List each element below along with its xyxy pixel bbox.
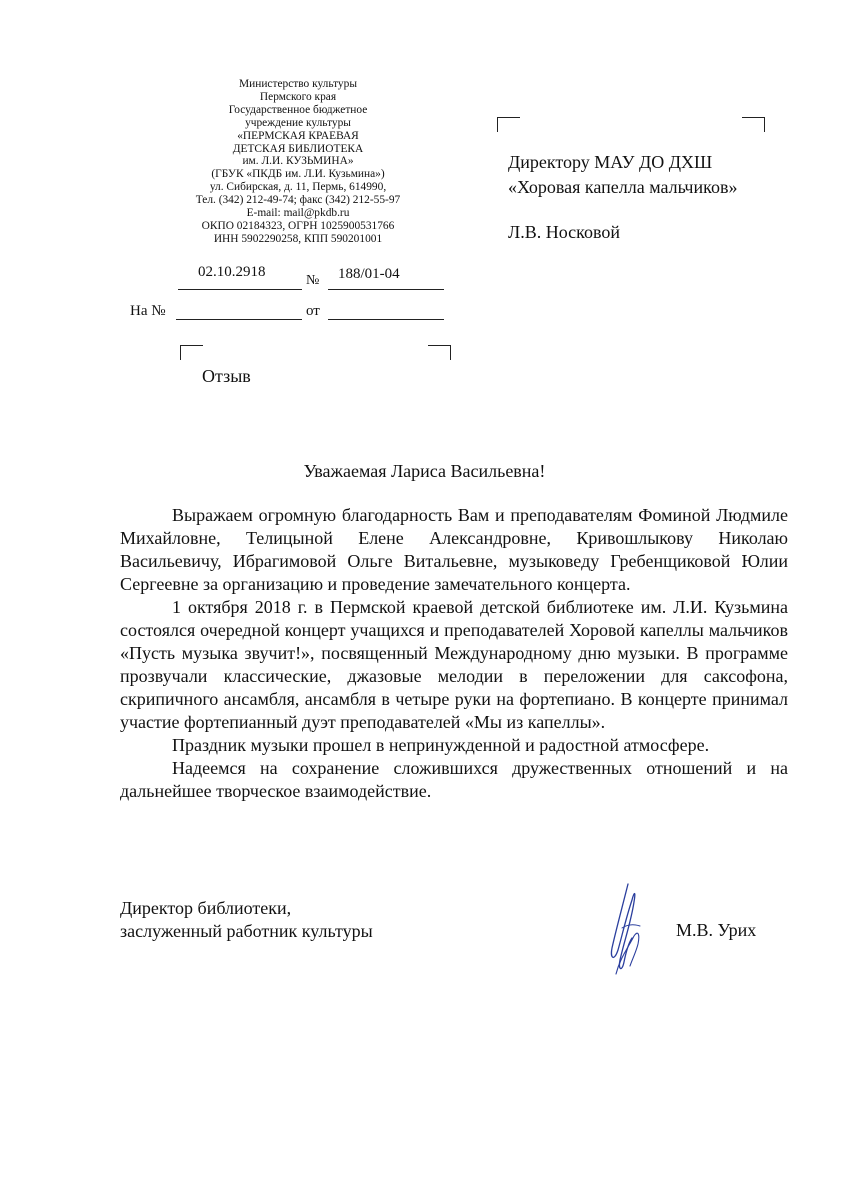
letterhead-line: ДЕТСКАЯ БИБЛИОТЕКА [232, 142, 364, 155]
letterhead-line: (ГБУК «ПКДБ им. Л.И. Кузьмина») [211, 168, 385, 181]
letterhead-line: Пермского края [259, 90, 337, 103]
letterhead-line: Государственное бюджетное [228, 103, 368, 116]
number-underline [328, 289, 444, 290]
letterhead-line: E-mail: mail@pkdb.ru [246, 207, 350, 220]
letterhead-line: учреждение культуры [245, 116, 351, 129]
addressee-name: Л.В. Носковой [508, 222, 620, 242]
paragraph: Праздник музыки прошел в непринужденной и радостной атмосфере. [172, 735, 710, 755]
paragraph: 1 октября 2018 г. в Пермской краевой детской библиотеке им. Л.И. Кузьмина состоялся очередной концерт учащихся и преподавателей Хоровой капеллы мальчиков «Пусть музыка звучит!», посвященный Международному дню музыки. В программе прозвучали классические, джазовые мелодии в переложении для саксофона, скрипичного ансамбля, ансамбля в четыре руки на фортепиано. В концерте принимал участие фортепианный дуэт преподавателей «Мы из капеллы». [120, 597, 788, 732]
signatory-position-line-1: Директор библиотеки, [120, 898, 292, 918]
handwritten-signature [598, 878, 658, 978]
paragraph: Выражаем огромную благодарность Вам и преподавателям Фоминой Людмиле Михайловне, Телицыной Елене Александровне, Кривошлыкову Николаю Васильевичу, Ибрагимовой Ольге Витальевне, музыковеду Гребенщиковой Юлии Сергеевне за организацию и проведение замечательного концерта. [120, 505, 788, 594]
salutation: Уважаемая Лариса Васильевна! [303, 461, 546, 481]
addressee-corner-right [742, 117, 765, 132]
subject: Отзыв [202, 366, 251, 386]
number-sign: № [306, 273, 320, 288]
letterhead-line: Министерство культуры [239, 78, 357, 90]
addressee-corner-left [497, 117, 520, 132]
subject-corner-left [180, 345, 203, 360]
letterhead-line: ул. Сибирская, д. 11, Пермь, 614990, [209, 181, 387, 194]
date-underline [178, 289, 302, 290]
signatory-name: М.В. Урих [676, 920, 757, 940]
addressee-line-2: «Хоровая капелла мальчиков» [508, 177, 738, 197]
incoming-from-label: от [306, 303, 320, 319]
incoming-number-underline [176, 319, 302, 320]
incoming-number-label: На № [130, 303, 166, 319]
letterhead-line: «ПЕРМСКАЯ КРАЕВАЯ [237, 129, 359, 142]
letterhead [168, 78, 428, 246]
paragraph: Надеемся на сохранение сложившихся дружественных отношений и на дальнейшее творческое взаимодействие. [120, 758, 788, 801]
signatory-position [120, 897, 373, 943]
letterhead-line: им. Л.И. КУЗЬМИНА» [242, 155, 354, 168]
subject-corner-right [428, 345, 451, 360]
signatory-position-line-2: заслуженный работник культуры [120, 921, 373, 941]
outgoing-number: 188/01-04 [338, 266, 400, 282]
letterhead-line: ИНН 5902290258, КПП 590201001 [213, 232, 383, 245]
letter-body [120, 504, 788, 803]
addressee-line-1: Директору МАУ ДО ДХШ [508, 152, 713, 172]
letterhead-line: Тел. (342) 212-49-74; факс (342) 212-55-97 [195, 194, 401, 207]
outgoing-date: 02.10.2918 [198, 264, 266, 280]
letterhead-line: ОКПО 02184323, ОГРН 1025900531766 [201, 219, 395, 232]
incoming-date-underline [328, 319, 444, 320]
